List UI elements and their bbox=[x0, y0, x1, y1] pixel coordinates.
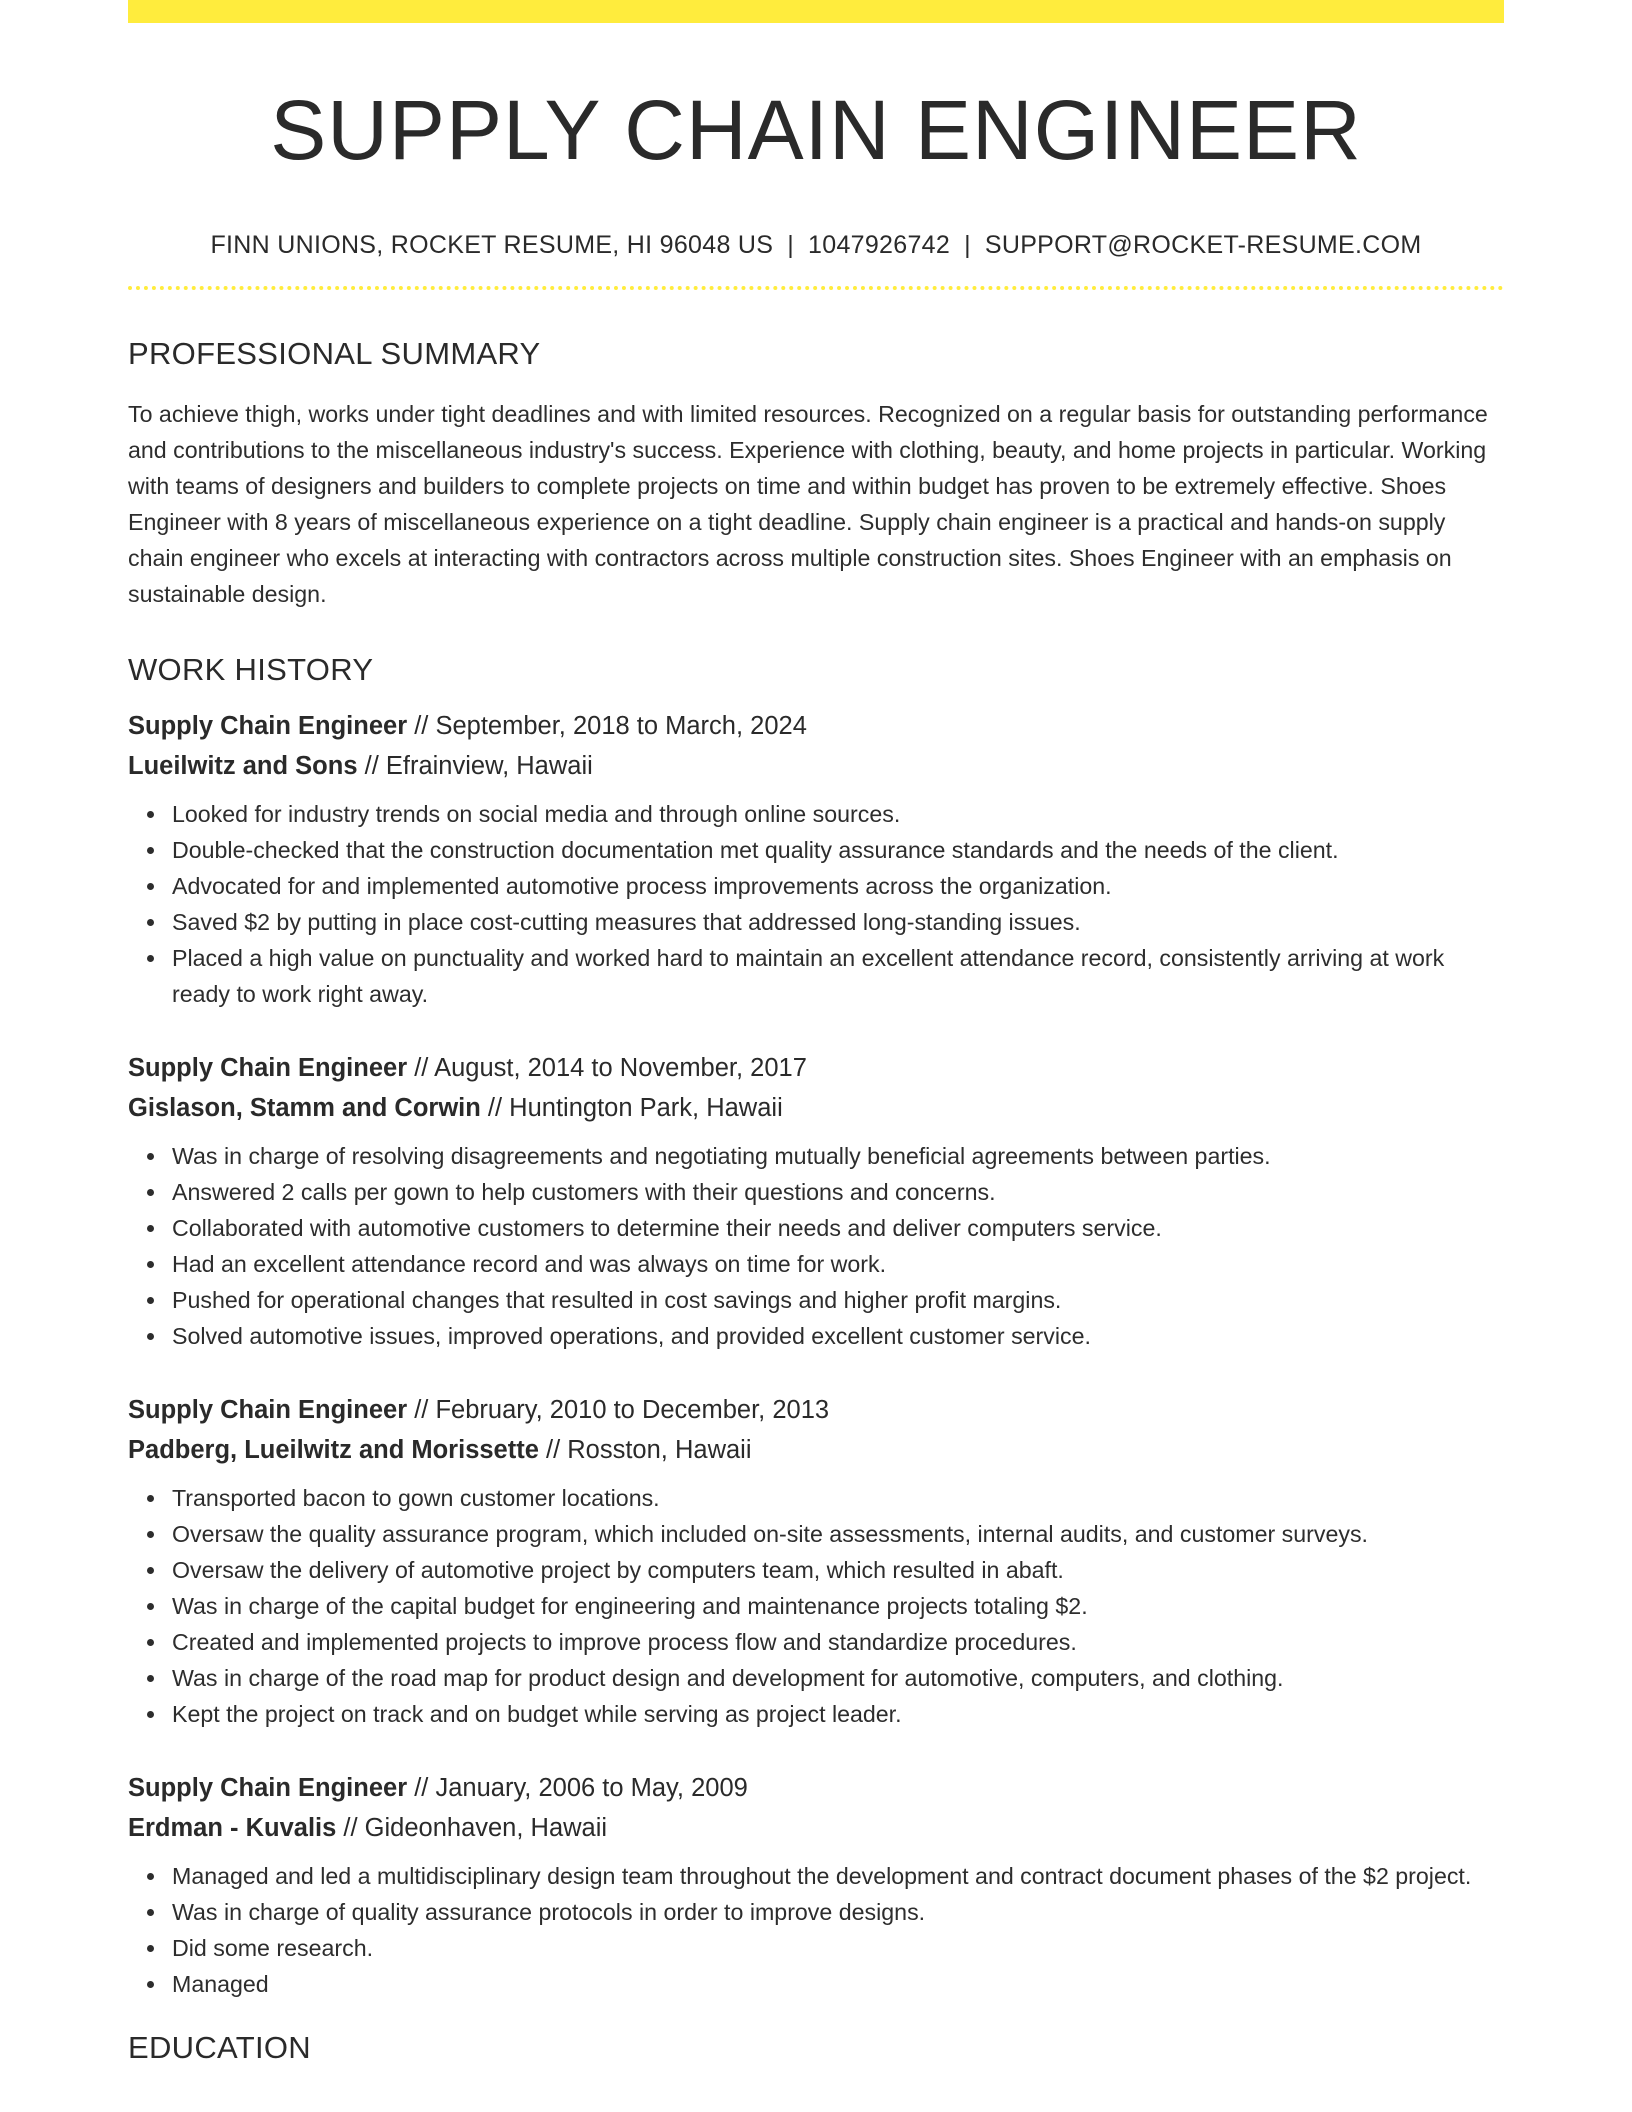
job-bullet: Oversaw the delivery of automotive project by computers team, which resulted in abaft. bbox=[172, 1552, 1504, 1588]
job-bullet: Answered 2 calls per gown to help customers with their questions and concerns. bbox=[172, 1174, 1504, 1210]
job-company-line bbox=[128, 1808, 1504, 1848]
job-title: Supply Chain Engineer bbox=[128, 1774, 408, 1802]
dotted-divider bbox=[128, 286, 1504, 290]
job-entry bbox=[128, 706, 1504, 1012]
work-history-heading: WORK HISTORY bbox=[128, 652, 374, 687]
job-bullet: Was in charge of the capital budget for engineering and maintenance projects totaling $2. bbox=[172, 1588, 1504, 1624]
job-bullet: Created and implemented projects to improve process flow and standardize procedures. bbox=[172, 1624, 1504, 1660]
job-title-line bbox=[128, 1048, 1504, 1088]
job-company: Erdman - Kuvalis bbox=[128, 1814, 337, 1842]
job-title: Supply Chain Engineer bbox=[128, 1054, 408, 1082]
education-heading: EDUCATION bbox=[128, 2030, 311, 2065]
contact-separator: | bbox=[964, 231, 971, 259]
job-entry bbox=[128, 1048, 1504, 1354]
job-bullet: Advocated for and implemented automotive process improvements across the organization. bbox=[172, 868, 1504, 904]
job-bullet: Had an excellent attendance record and was always on time for work. bbox=[172, 1246, 1504, 1282]
contact-address: FINN UNIONS, ROCKET RESUME, HI 96048 US bbox=[210, 231, 774, 259]
job-bullet: Double-checked that the construction documentation met quality assurance standards and the needs of the client. bbox=[172, 832, 1504, 868]
job-bullet: Placed a high value on punctuality and worked hard to maintain an excellent attendance record, consistently arriving at work ready to work right away. bbox=[172, 940, 1504, 1012]
job-bullet-list bbox=[128, 1480, 1504, 1732]
resume-title: SUPPLY CHAIN ENGINEER bbox=[270, 83, 1362, 177]
job-bullet-list bbox=[128, 1858, 1504, 2002]
contact-email: SUPPORT@ROCKET-RESUME.COM bbox=[984, 231, 1422, 259]
job-company-line bbox=[128, 1088, 1504, 1128]
summary-heading: PROFESSIONAL SUMMARY bbox=[128, 336, 541, 371]
job-bullet: Looked for industry trends on social media and through online sources. bbox=[172, 796, 1504, 832]
job-dates: // February, 2010 to December, 2013 bbox=[414, 1396, 830, 1424]
job-title-line bbox=[128, 1390, 1504, 1430]
job-company: Lueilwitz and Sons bbox=[128, 752, 358, 780]
job-bullet: Did some research. bbox=[172, 1930, 1504, 1966]
job-bullet: Collaborated with automotive customers to determine their needs and deliver computers service. bbox=[172, 1210, 1504, 1246]
job-bullet: Was in charge of quality assurance protocols in order to improve designs. bbox=[172, 1894, 1504, 1930]
job-bullet: Saved $2 by putting in place cost-cutting measures that addressed long-standing issues. bbox=[172, 904, 1504, 940]
job-bullet: Was in charge of the road map for product design and development for automotive, computers, and clothing. bbox=[172, 1660, 1504, 1696]
job-location: // Rosston, Hawaii bbox=[546, 1436, 752, 1464]
job-bullet: Solved automotive issues, improved operations, and provided excellent customer service. bbox=[172, 1318, 1504, 1354]
contact-line bbox=[128, 230, 1504, 260]
job-bullet-list bbox=[128, 796, 1504, 1012]
contact-phone: 1047926742 bbox=[808, 231, 951, 259]
job-bullet: Kept the project on track and on budget while serving as project leader. bbox=[172, 1696, 1504, 1732]
job-dates: // January, 2006 to May, 2009 bbox=[414, 1774, 748, 1802]
job-title: Supply Chain Engineer bbox=[128, 1396, 408, 1424]
resume-content bbox=[128, 0, 1504, 2066]
job-bullet: Managed bbox=[172, 1966, 1504, 2002]
job-bullet: Pushed for operational changes that resulted in cost savings and higher profit margins. bbox=[172, 1282, 1504, 1318]
job-bullet: Was in charge of resolving disagreements and negotiating mutually beneficial agreements between parties. bbox=[172, 1138, 1504, 1174]
summary-text: To achieve thigh, works under tight deadlines and with limited resources. Recognized on a regular basis for outstanding performance and contributions to the miscellaneous industry's success. Experience with clothing, beauty, and home projects in particular. Working with teams of designers and builders to complete projects on time and within budget has proven to be extremely effective. Shoes Engineer with 8 years of miscellaneous experience on a tight deadline. Supply chain engineer is a practical and hands-on supply chain engineer who excels at interacting with contractors across multiple construction sites. Shoes Engineer with an emphasis on sustainable design. bbox=[128, 401, 1488, 607]
job-dates: // August, 2014 to November, 2017 bbox=[414, 1054, 807, 1082]
job-company: Gislason, Stamm and Corwin bbox=[128, 1094, 481, 1122]
job-company: Padberg, Lueilwitz and Morissette bbox=[128, 1436, 539, 1464]
job-entry bbox=[128, 1768, 1504, 2002]
job-location: // Gideonhaven, Hawaii bbox=[343, 1814, 608, 1842]
job-dates: // September, 2018 to March, 2024 bbox=[414, 712, 807, 740]
job-company-line bbox=[128, 1430, 1504, 1470]
job-location: // Huntington Park, Hawaii bbox=[487, 1094, 783, 1122]
job-location: // Efrainview, Hawaii bbox=[364, 752, 593, 780]
job-bullet: Transported bacon to gown customer locations. bbox=[172, 1480, 1504, 1516]
job-company-line bbox=[128, 746, 1504, 786]
job-title-line bbox=[128, 1768, 1504, 1808]
job-bullet: Oversaw the quality assurance program, which included on-site assessments, internal audits, and customer surveys. bbox=[172, 1516, 1504, 1552]
job-bullet-list bbox=[128, 1138, 1504, 1354]
job-bullet: Managed and led a multidisciplinary design team throughout the development and contract document phases of the $2 project. bbox=[172, 1858, 1504, 1894]
job-title-line bbox=[128, 706, 1504, 746]
job-entry bbox=[128, 1390, 1504, 1732]
contact-separator: | bbox=[787, 231, 795, 259]
job-title: Supply Chain Engineer bbox=[128, 712, 408, 740]
